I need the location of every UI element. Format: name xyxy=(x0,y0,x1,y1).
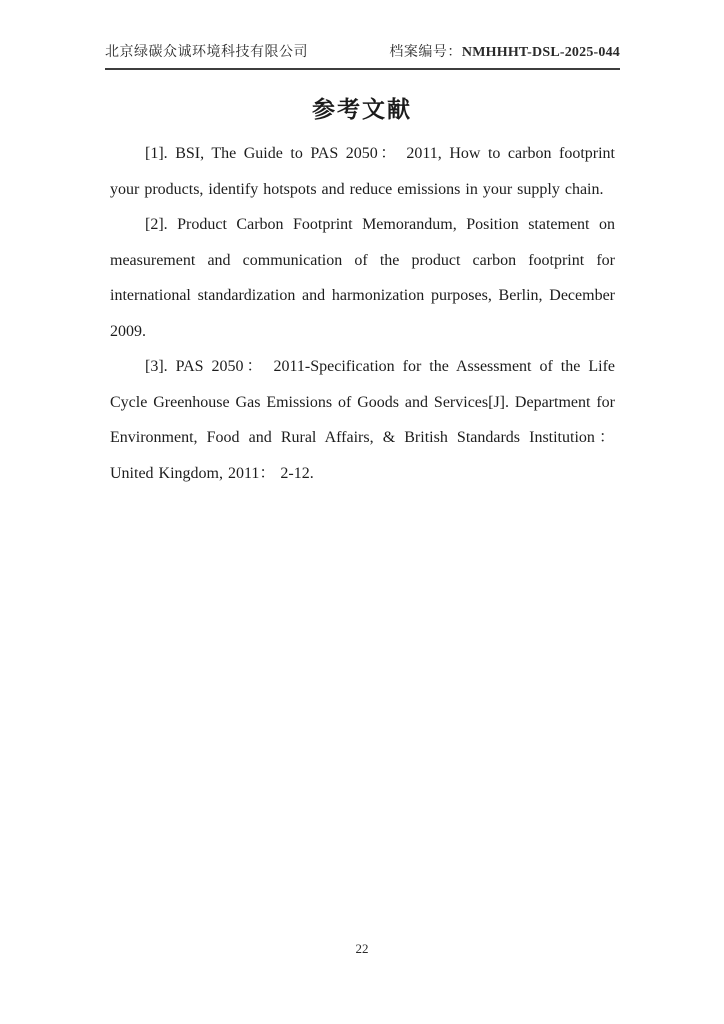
page-number: 22 xyxy=(355,941,369,956)
doc-number-label: 档案编号： xyxy=(389,45,462,60)
reference-item-1: [1]. BSI, The Guide to PAS 2050： 2011, How to carbon footprint your products, identify hotspots and reduce emissions in your supply chain. xyxy=(110,145,615,198)
page-title: 参考文献 xyxy=(312,97,412,122)
header-doc-number xyxy=(389,45,620,61)
page-footer xyxy=(0,941,724,957)
header-company-name: 北京绿碳众诚环境科技有限公司 xyxy=(105,45,308,60)
reference-item-3: [3]. PAS 2050： 2011-Specification for the Assessment of the Life Cycle Greenhouse Gas Emissions of Goods and Services[J]. Department for Environment, Food and Rural Affairs, & British Standards Institution： United Kingdom, 2011： 2-12. xyxy=(110,358,615,482)
reference-item-2: [2]. Product Carbon Footprint Memorandum, Position statement on measurement and communication of the product carbon footprint for international standardization and harmonization purposes, Berlin, December 2009. xyxy=(110,216,615,340)
page-header xyxy=(105,0,620,70)
references-section xyxy=(110,136,615,491)
doc-number-value: NMHHHT-DSL-2025-044 xyxy=(461,45,620,60)
